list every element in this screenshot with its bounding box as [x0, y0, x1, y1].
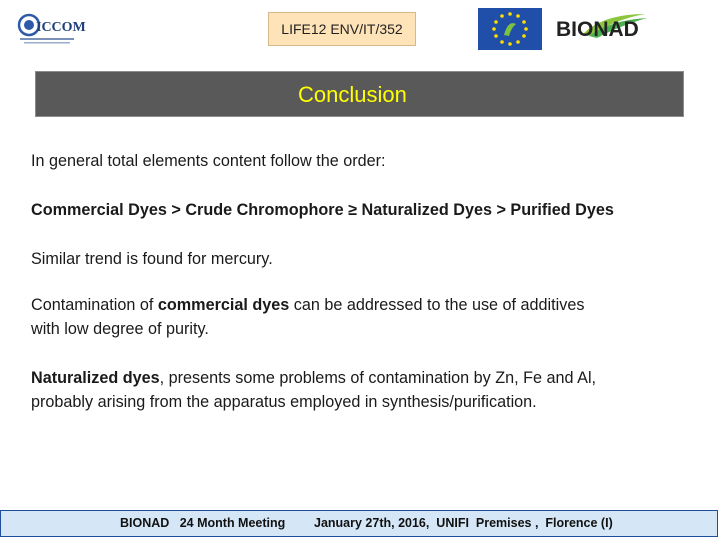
paragraph-naturalized-dyes	[31, 367, 596, 390]
project-code-text: LIFE12 ENV/IT/352	[281, 21, 403, 37]
ranking-naturalized-dyes: Naturalized Dyes	[361, 201, 492, 219]
paragraph-mercury: Similar trend is found for mercury.	[31, 250, 273, 268]
footer-meeting: BIONAD 24 Month Meeting	[120, 516, 286, 530]
svg-text:ICCOM: ICCOM	[36, 20, 86, 35]
text-run: Contamination of	[31, 296, 158, 314]
paragraph-order-ranking	[31, 199, 614, 222]
text-run: , presents some problems of contamination by Zn, Fe and Al,	[159, 369, 597, 387]
eu-life-logo	[478, 8, 542, 50]
paragraph-commercial-dyes-line2: with low degree of purity.	[31, 320, 209, 338]
paragraph-commercial-dyes	[31, 294, 584, 317]
ranking-operator-gt: >	[166, 201, 186, 219]
project-code-badge	[268, 12, 416, 46]
text-run: can be addressed to the use of additives	[289, 296, 585, 314]
paragraph-naturalized-dyes-line2: probably arising from the apparatus employed in synthesis/purification.	[31, 393, 537, 411]
iccom-logo	[16, 10, 86, 48]
footer-date-location: January 27th, 2016, UNIFI Premises , Florence (I)	[314, 516, 613, 530]
ranking-operator-ge: ≥	[343, 201, 362, 219]
paragraph-order-intro: In general total elements content follow the order:	[31, 152, 386, 170]
ranking-operator-gt: >	[491, 201, 511, 219]
bold-text-run: commercial dyes	[157, 296, 290, 314]
ranking-purified-dyes: Purified Dyes	[510, 201, 614, 219]
bold-text-run: Naturalized dyes	[31, 369, 160, 387]
ranking-commercial-dyes: Commercial Dyes	[31, 201, 167, 219]
bionad-logo-text: BIONAD	[556, 18, 639, 41]
slide-title: Conclusion	[298, 82, 407, 107]
ranking-crude-chromophore: Crude Chromophore	[185, 201, 344, 219]
